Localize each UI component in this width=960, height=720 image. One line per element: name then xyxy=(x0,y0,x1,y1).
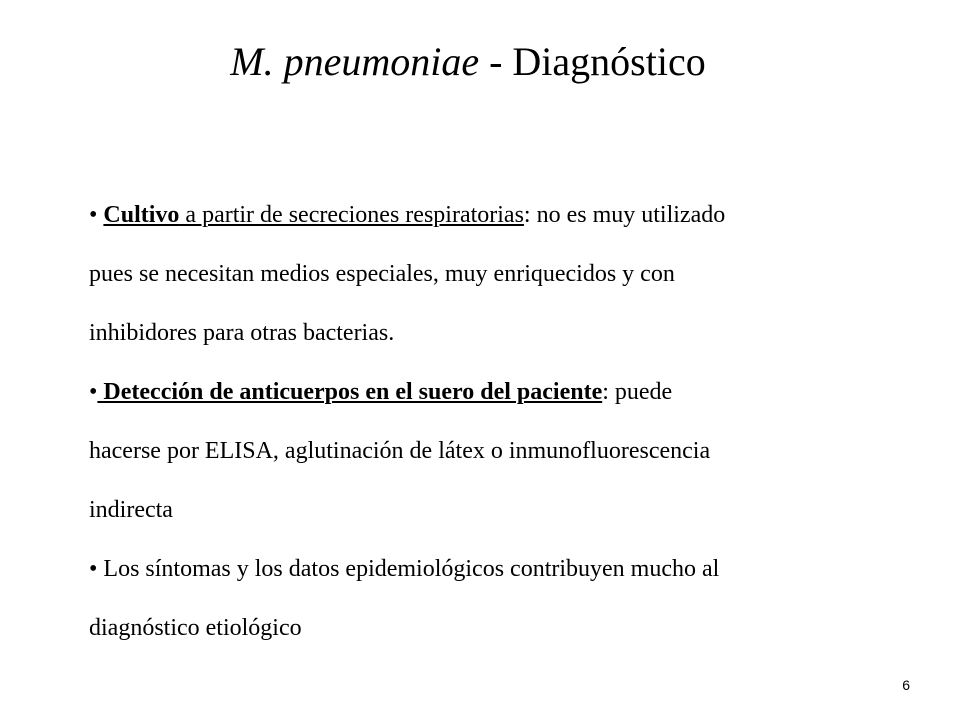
bullet-2-line-2: hacerse por ELISA, aglutinación de látex o inmunofluorescencia xyxy=(89,438,711,464)
bullet-1-underlined-text: a partir de secreciones respiratorias xyxy=(179,202,524,228)
bullet-2-line-1-rest: : puede xyxy=(602,379,673,405)
slide-title xyxy=(0,36,936,88)
bullet-1-line-1-rest: : no es muy utilizado xyxy=(523,202,726,228)
bullet-2-line-1 xyxy=(89,363,889,422)
bullet-1-line-2: pues se necesitan medios especiales, muy enriquecidos y con xyxy=(89,261,675,287)
title-separator: - xyxy=(479,39,513,84)
bullet-2-keyword: Detección de anticuerpos en el suero del paciente xyxy=(97,379,603,405)
bullet-1-line-3: inhibidores para otras bacterias. xyxy=(89,320,395,346)
bullet-3-line-1 xyxy=(89,540,889,599)
bullet-symbol: • xyxy=(89,379,98,405)
bullet-symbol: • xyxy=(89,556,98,582)
bullet-symbol: • xyxy=(89,202,98,228)
title-organism: M. pneumoniae xyxy=(230,39,480,84)
bullet-2-line-3: indirecta xyxy=(89,497,173,523)
bullet-3-line-2: diagnóstico etiológico xyxy=(89,615,302,641)
bullet-1-line-1 xyxy=(89,186,889,245)
bullet-3-line-1-text: Los síntomas y los datos epidemiológicos contribuyen mucho al xyxy=(97,556,720,582)
title-rest: Diagnóstico xyxy=(512,39,706,84)
slide-body xyxy=(89,186,889,658)
page-number: 6 xyxy=(902,677,910,693)
bullet-1-underlined xyxy=(103,202,524,228)
bullet-1-keyword: Cultivo xyxy=(103,202,180,228)
